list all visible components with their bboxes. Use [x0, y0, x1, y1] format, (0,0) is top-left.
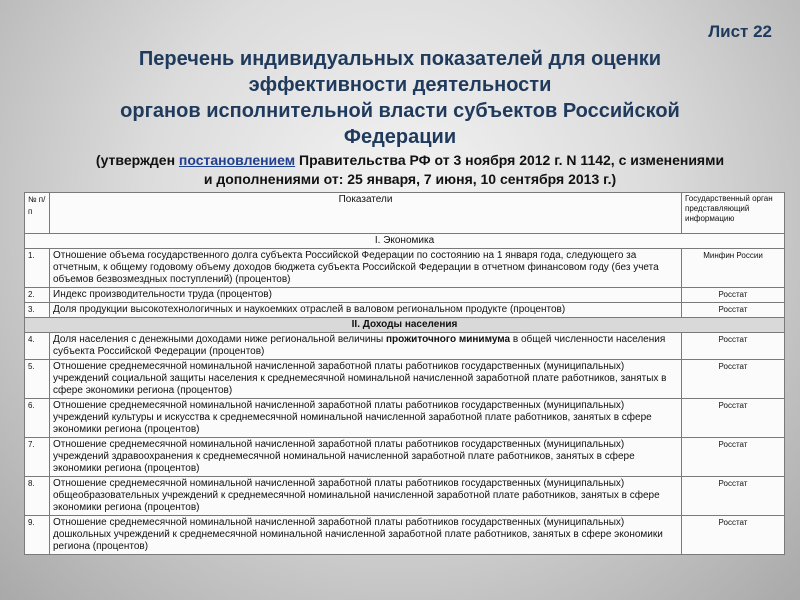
row-num: 3. [25, 303, 50, 318]
subtitle-prefix: (утвержден [95, 152, 179, 168]
row-num: 7. [25, 438, 50, 477]
row-org: Росстат [682, 477, 785, 516]
row-text: Отношение среднемесячной номинальной начисленной заработной платы работников государственных (муниципальных) учреждений культуры и искусства к среднемесячной номинальной начисленной заработной плате работников, занятых в сфере экономики региона (процентов) [50, 399, 682, 438]
row-org: Росстат [682, 288, 785, 303]
row-num: 1. [25, 249, 50, 288]
section-row [25, 318, 785, 333]
title-line-2: эффективности деятельности [248, 74, 552, 96]
row-org: Росстат [682, 333, 785, 360]
row-num: 9. [25, 516, 50, 555]
row-org: Росстат [682, 399, 785, 438]
title-line-4: Федерации [343, 126, 457, 148]
section-title: II. Доходы населения [25, 318, 785, 333]
sheet-number: Лист 22 [708, 22, 772, 41]
title-line-1: Перечень индивидуальных показателей для оценки [138, 48, 662, 70]
subtitle [40, 151, 780, 189]
row-num: 2. [25, 288, 50, 303]
resolution-link[interactable]: постановлением [178, 152, 296, 168]
page-title [60, 46, 740, 150]
section-title: I. Экономика [25, 234, 785, 249]
header-org: Государственный орган представляющий информацию [682, 193, 785, 234]
title-line-3: органов исполнительной власти субъектов Российской [120, 100, 680, 122]
row-num: 8. [25, 477, 50, 516]
row-text: Отношение среднемесячной номинальной начисленной заработной платы работников государственных (муниципальных) учреждений здравоохранения к среднемесячной номинальной начисленной заработной плате работников, занятых в сфере экономики региона (процентов) [50, 438, 682, 477]
row-org: Росстат [682, 516, 785, 555]
row-text: Индекс производительности труда (процентов) [50, 288, 682, 303]
indicators-table [24, 192, 785, 555]
header-num: № п/п [25, 193, 50, 234]
row-text [50, 333, 682, 360]
row-text-after: в общей численности населения субъекта Российской Федерации (процентов) [53, 334, 666, 357]
row-org: Росстат [682, 438, 785, 477]
table-row [25, 249, 785, 288]
row-text: Отношение среднемесячной номинальной начисленной заработной платы работников государственных (муниципальных) общеобразовательных учреждений к среднемесячной номинальной начисленной заработной плате работников, занятых в сфере экономики региона (процентов) [50, 477, 682, 516]
row-text-bold: прожиточного минимума [385, 334, 511, 345]
header-indicator: Показатели [50, 193, 682, 234]
row-text: Отношение среднемесячной номинальной начисленной заработной платы работников государственных (муниципальных) учреждений социальной защиты населения к среднемесячной номинальной начисленной заработной плате работников, занятых в сфере экономики региона (процентов) [50, 360, 682, 399]
table-row [25, 516, 785, 555]
row-text-before: Доля населения с денежными доходами ниже региональной величины [53, 334, 386, 345]
table-header-row [25, 193, 785, 234]
table-row [25, 303, 785, 318]
row-num: 6. [25, 399, 50, 438]
row-text: Отношение среднемесячной номинальной начисленной заработной платы работников государственных (муниципальных) дошкольных учреждений к среднемесячной номинальной начисленной заработной плате работников, занятых в сфере экономики региона (процентов) [50, 516, 682, 555]
row-org: Росстат [682, 360, 785, 399]
row-num: 5. [25, 360, 50, 399]
row-text: Отношение объема государственного долга субъекта Российской Федерации по состоянию на 1 января года, следующего за отчетным, к общему годовому объему доходов бюджета субъекта Российской Федерации в отчетном финансовом году (без учета объемов безвозмездных поступлений) (процентов) [50, 249, 682, 288]
table-row [25, 399, 785, 438]
row-num: 4. [25, 333, 50, 360]
section-row [25, 234, 785, 249]
table-row [25, 477, 785, 516]
table-row [25, 333, 785, 360]
table-row [25, 438, 785, 477]
row-org: Минфин России [682, 249, 785, 288]
subtitle-line-2: и дополнениями от: 25 января, 7 июня, 10 сентября 2013 г.) [203, 171, 617, 187]
subtitle-line-1 [40, 151, 780, 170]
row-org: Росстат [682, 303, 785, 318]
subtitle-suffix: Правительства РФ от 3 ноября 2012 г. N 1142, с изменениями [295, 152, 725, 168]
table-row [25, 288, 785, 303]
table-row [25, 360, 785, 399]
row-text: Доля продукции высокотехнологичных и наукоемких отраслей в валовом региональном продукте (процентов) [50, 303, 682, 318]
